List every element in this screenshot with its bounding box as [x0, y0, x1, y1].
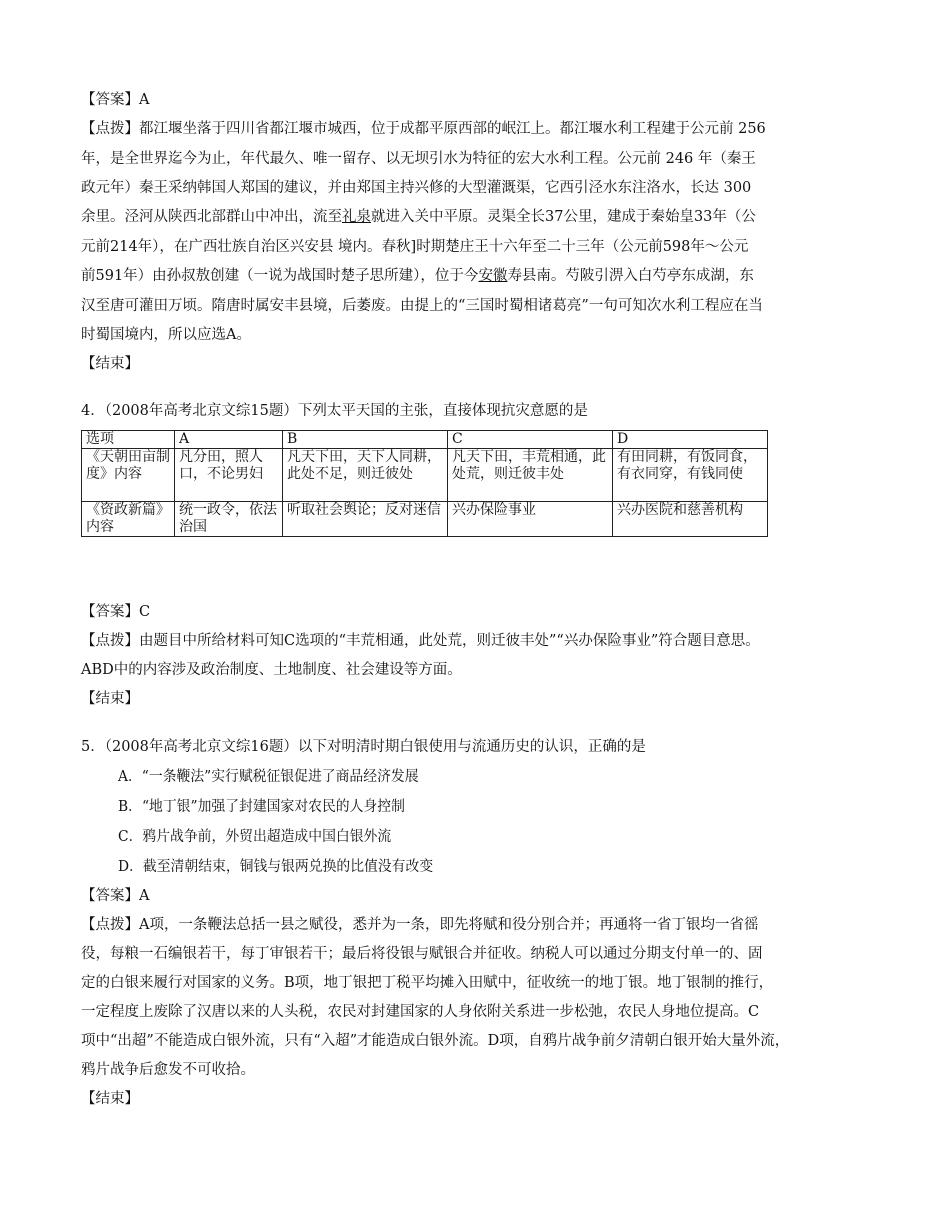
- q3-answer: 【答案】A: [81, 92, 150, 108]
- q3-end: 【结束】: [81, 356, 139, 372]
- underlined-place-name: 礼泉: [342, 209, 371, 225]
- table-cell: 凡分田，照人口，不论男妇: [175, 449, 283, 502]
- q5-end: 【结束】: [81, 1091, 139, 1107]
- q5-option-c: C．鸦片战争前，外贸出超造成中国白银外流: [118, 829, 392, 845]
- table-header-row: [82, 431, 768, 449]
- q3-analysis-line: 时蜀国境内，所以应选A。: [81, 327, 251, 343]
- table-cell: 《天朝田亩制度》内容: [82, 449, 175, 502]
- q3-analysis-line: 政元年）秦王采纳韩国人郑国的建议，并由郑国主持兴修的大型灌溉渠，它西引泾水东注洛水，长达 300: [81, 180, 752, 196]
- q3-analysis-line: 余里。泾河从陕西北部群山中冲出，流至礼泉就进入关中平原。灵渠全长37公里，建成于秦始皇33年（公: [81, 209, 756, 225]
- table-header-cell: A: [175, 431, 283, 449]
- table-header-cell: B: [283, 431, 448, 449]
- q5-analysis-line: 鸦片战争后愈发不可收拾。: [81, 1062, 255, 1078]
- table-row: [82, 449, 768, 502]
- table-cell: 兴办医院和慈善机构: [613, 502, 768, 537]
- underlined-place-name: 安徽: [478, 268, 508, 284]
- q3-analysis-line: 元前214年），在广西壮族自治区兴安县 境内。春秋]时期楚庄王十六年至二十三年（公元前598年～公元: [81, 239, 749, 255]
- q5-analysis-line: 项中“出超”不能造成白银外流，只有“入超”才能造成白银外流。D项，自鸦片战争前夕清朝白银开始大量外流，: [81, 1033, 790, 1049]
- q5-option-a: A．“一条鞭法”实行赋税征银促进了商品经济发展: [118, 769, 419, 785]
- q5-analysis-line: 定的白银来履行对国家的义务。B项，地丁银把丁税平均摊入田赋中，征收统一的地丁银。地丁银制的推行，: [81, 975, 774, 991]
- table-cell: 凡天下田，丰荒相通，此处荒，则迁彼丰处: [448, 449, 613, 502]
- table-header-cell: C: [448, 431, 613, 449]
- table-header-cell: D: [613, 431, 768, 449]
- q5-analysis-line: 役，每粮一石编银若干，每丁审银若干；最后将役银与赋银合并征收。纳税人可以通过分期支付单一的、固: [81, 946, 763, 962]
- q4-end: 【结束】: [81, 691, 139, 707]
- q3-analysis-line: 【点拨】都江堰坐落于四川省都江堰市城西，位于成都平原西部的岷江上。都江堰水利工程建于公元前 256: [81, 121, 766, 137]
- q5-answer: 【答案】A: [81, 888, 150, 904]
- q4-stem: 4．（2008年高考北京文综15题）下列太平天国的主张，直接体现抗灾意愿的是: [81, 403, 588, 419]
- table-cell: 有田同耕，有饭同食，有衣同穿，有钱同使: [613, 449, 768, 502]
- table-cell: 兴办保险事业: [448, 502, 613, 537]
- table-cell: 凡天下田，天下人同耕，此处不足，则迁彼处: [283, 449, 448, 502]
- q3-analysis-line: 年，是全世界迄今为止，年代最久、唯一留存、以无坝引水为特征的宏大水利工程。公元前 246 年（秦王: [81, 151, 756, 167]
- table-cell: 《资政新篇》内容: [82, 502, 175, 537]
- q4-analysis-line: ABD中的内容涉及政治制度、土地制度、社会建设等方面。: [81, 662, 462, 678]
- table-header-cell: 选项: [82, 431, 175, 449]
- q5-stem: 5．（2008年高考北京文综16题）以下对明清时期白银使用与流通历史的认识，正确的是: [81, 739, 646, 755]
- table-cell: 统一政令，依法治国: [175, 502, 283, 537]
- q4-options-table: [81, 430, 768, 537]
- q5-option-b: B．“地丁银”加强了封建国家对农民的人身控制: [118, 799, 405, 815]
- q4-analysis-line: 【点拨】由题目中所给材料可知C选项的“丰荒相通，此处荒，则迁彼丰处”“兴办保险事业”符合题目意思。: [81, 633, 760, 649]
- q3-analysis-line: 前591年）由孙叔敖创建（一说为战国时楚子思所建），位于今安徽寿县南。芍陂引淠入白芍亭东成湖，东: [81, 268, 754, 284]
- q3-analysis-line: 汉至唐可灌田万顷。隋唐时属安丰县境，后萎废。由提上的“三国时蜀相诸葛亮”一句可知次水利工程应在当: [81, 298, 763, 314]
- q5-analysis-line: 一定程度上废除了汉唐以来的人头税，农民对封建国家的人身依附关系进一步松弛，农民人身地位提高。C: [81, 1004, 760, 1020]
- q5-analysis-line: 【点拨】A项，一条鞭法总括一县之赋役，悉并为一条，即先将赋和役分别合并；再通将一省丁银均一省徭: [81, 917, 759, 933]
- table-cell: 听取社会舆论；反对迷信: [283, 502, 448, 537]
- q4-answer: 【答案】C: [81, 604, 151, 620]
- table-row: [82, 502, 768, 537]
- q5-option-d: D．截至清朝结束，铜钱与银两兑换的比值没有改变: [118, 859, 434, 875]
